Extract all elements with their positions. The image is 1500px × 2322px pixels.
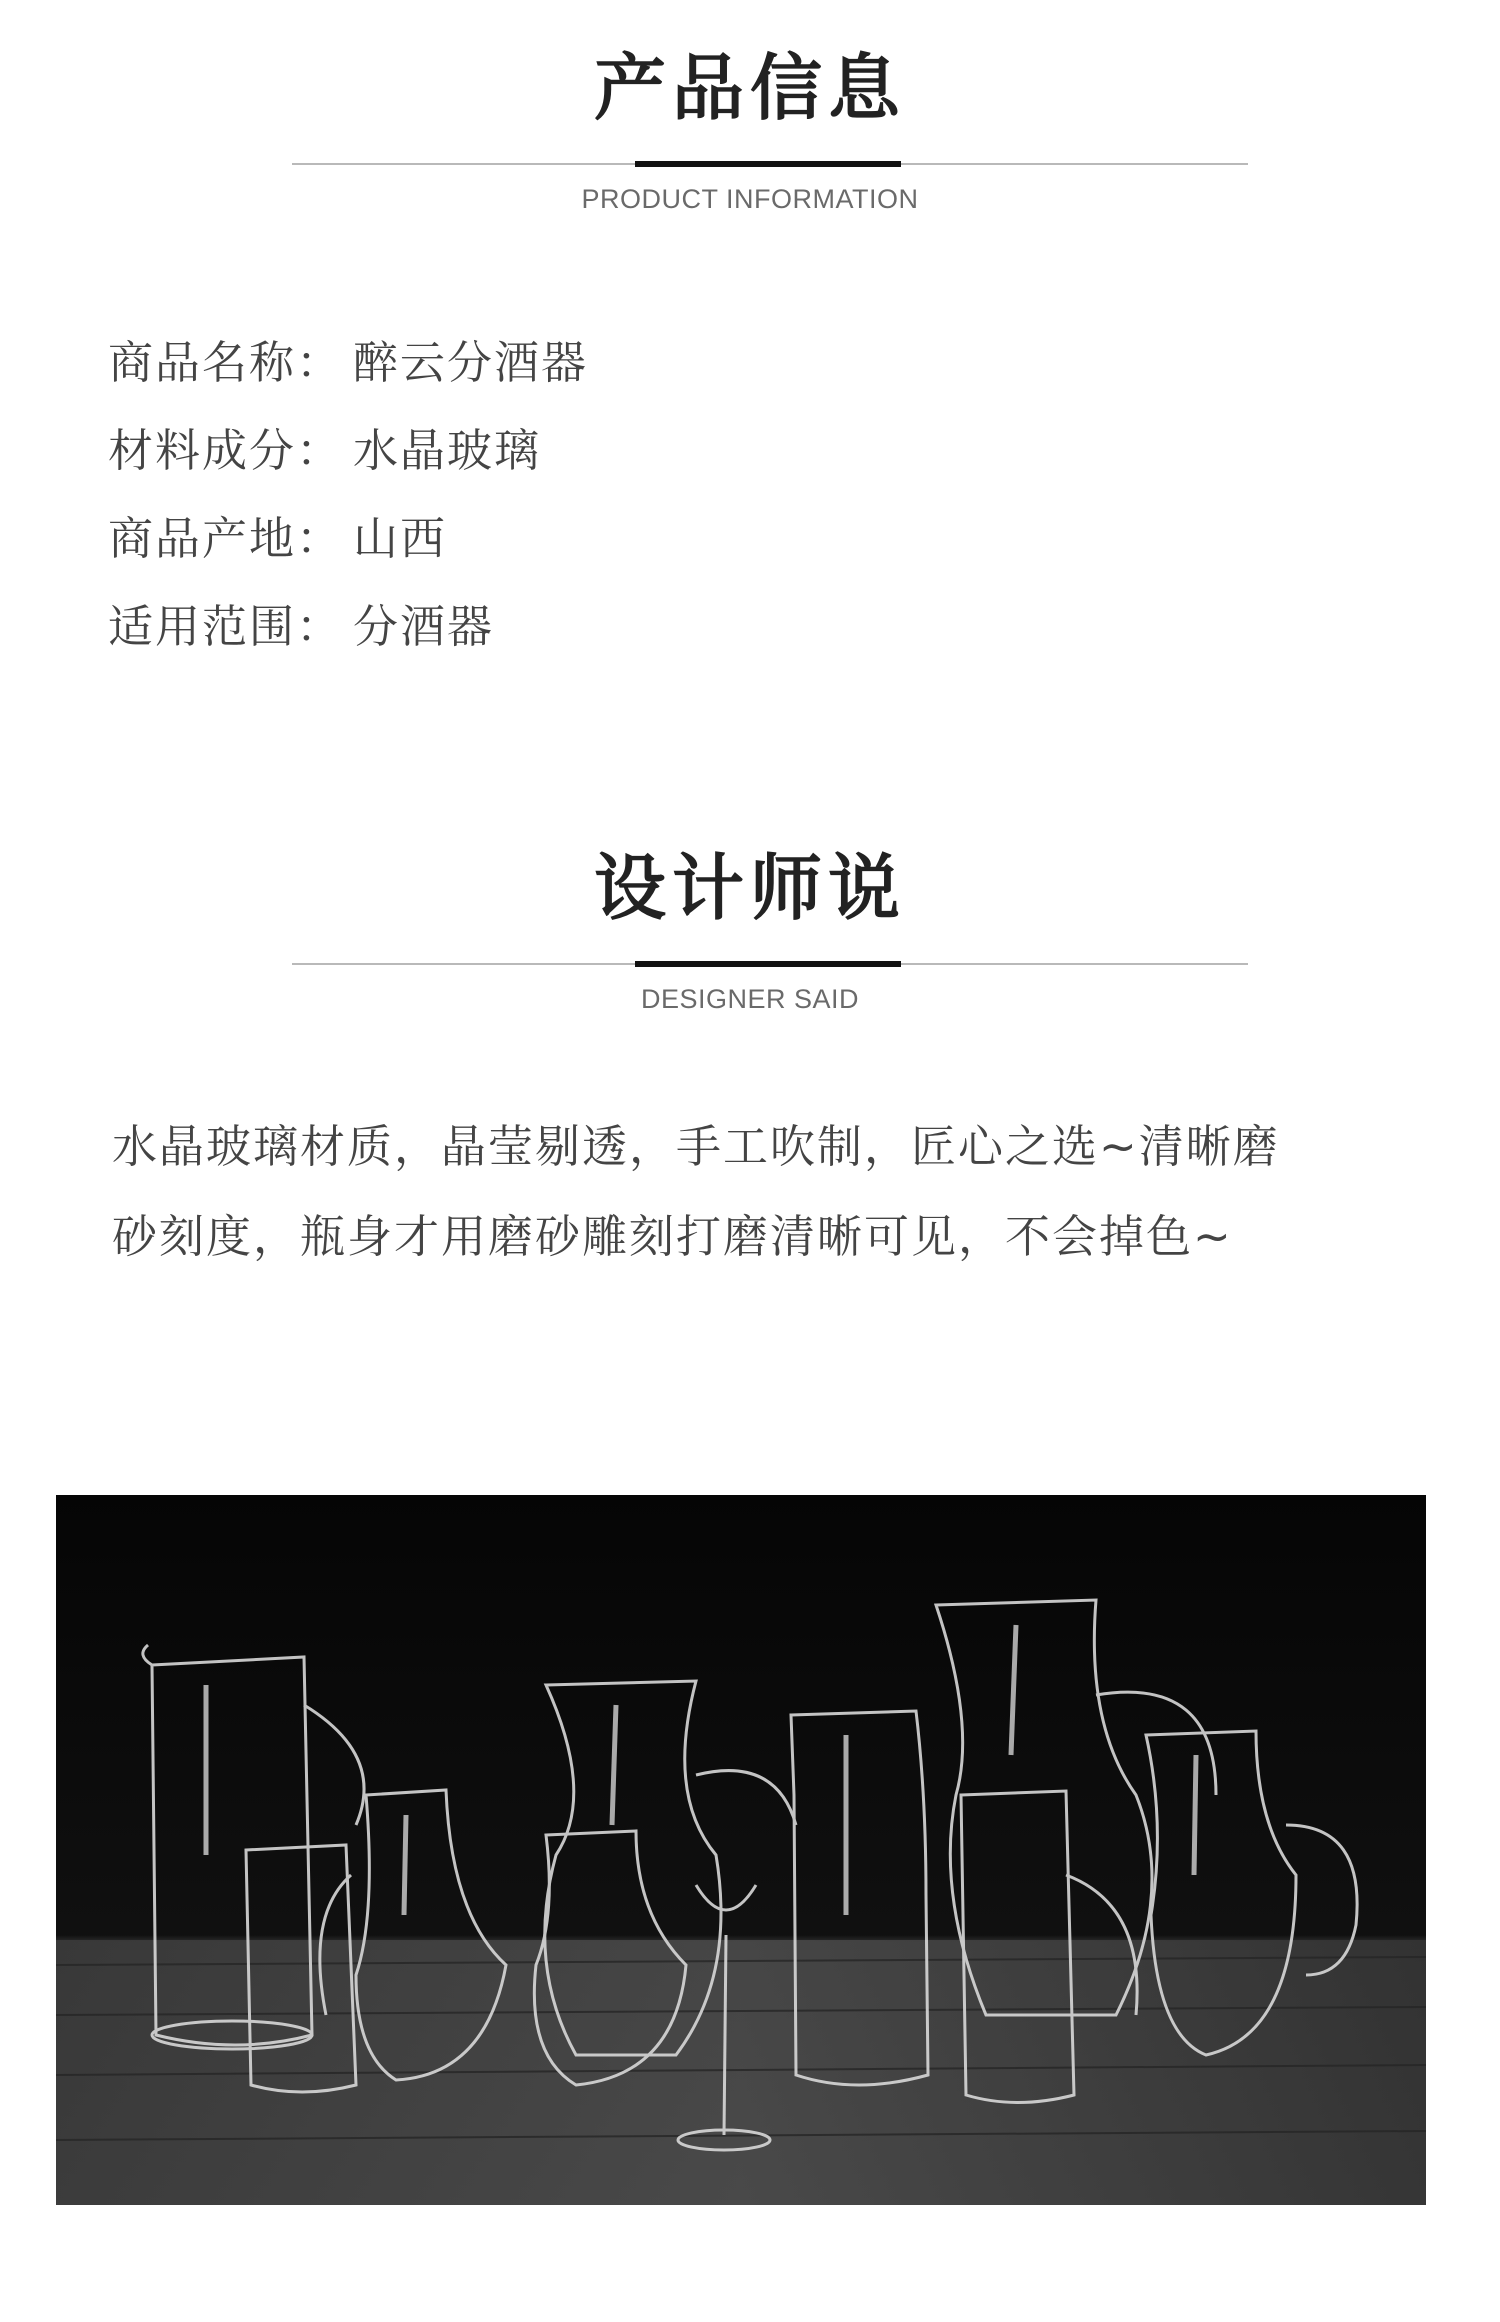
glassware-illustration [56,1495,1426,2205]
designer-accent-bar [635,961,901,967]
info-key: 适用范围： [108,599,344,653]
info-key: 商品名称： [108,335,344,389]
designer-title: 设计师说 [593,846,906,930]
product-photo [56,1495,1426,2205]
info-key: 材料成分： [108,423,344,477]
product-info-title: 产品信息 [593,46,906,130]
info-row-usage [108,578,588,666]
designer-subtitle: DESIGNER SAID [640,984,860,1014]
info-row-product-name [108,314,588,402]
designer-line-1: 水晶玻璃材质，晶莹剔透，手工吹制，匠心之选~清晰磨 [112,1120,1280,1173]
info-row-origin [108,490,588,578]
product-info-list [108,314,588,666]
designer-description [112,1102,1412,1282]
product-info-subtitle: PRODUCT INFORMATION [581,184,919,214]
info-key: 商品产地： [108,511,344,565]
info-value: 山西 [353,511,448,565]
info-value: 分酒器 [353,599,495,653]
info-value: 水晶玻璃 [353,423,542,477]
info-row-material [108,402,588,490]
product-info-accent-bar [635,161,901,167]
designer-line-2: 砂刻度，瓶身才用磨砂雕刻打磨清晰可见，不会掉色~ [112,1210,1233,1263]
info-value: 醉云分酒器 [353,335,589,389]
